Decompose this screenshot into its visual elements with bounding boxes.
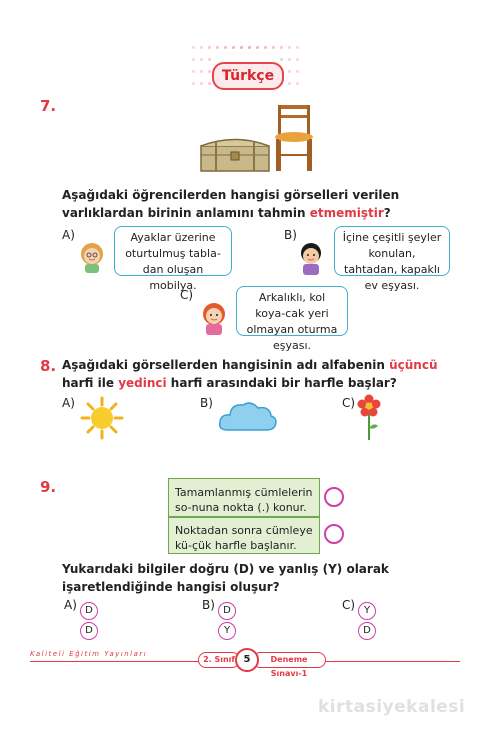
decorative-dot — [296, 70, 299, 73]
decorative-dot — [192, 58, 195, 61]
decorative-dot — [208, 70, 211, 73]
answer-circle-2[interactable] — [324, 524, 344, 544]
question-8-number: 8. — [40, 357, 57, 375]
question-8-text — [62, 356, 457, 392]
question-9-text: Yukarıdaki bilgiler doğru (D) ve yanlış (Y) olarak işaretlendiğinde hangisi oluşur? — [62, 562, 389, 594]
subject-title: Türkçe — [212, 62, 284, 90]
question-7-emphasis: etmemiştir — [309, 206, 384, 220]
decorative-dot — [272, 46, 275, 49]
q9-option-b-answer-2: Y — [218, 622, 236, 640]
decorative-dot — [240, 46, 243, 49]
decorative-dot — [192, 82, 195, 85]
watermark: kirtasiyekalesi — [318, 697, 466, 717]
q7-option-c-label[interactable]: C) — [180, 288, 194, 302]
girl-avatar-icon — [77, 240, 107, 274]
question-8-text-part: harfi arasındaki bir harfle başlar? — [166, 376, 397, 390]
exam-badge: Deneme Sınavı-1 — [252, 652, 326, 668]
chair-illustration — [272, 103, 316, 173]
answer-circle-1[interactable] — [324, 487, 344, 507]
decorative-dot — [288, 70, 291, 73]
question-8-text-part: harfi ile — [62, 376, 119, 390]
question-8-emphasis-2: yedinci — [118, 376, 167, 390]
chest-illustration — [198, 133, 272, 173]
question-8-emphasis-1: üçüncü — [389, 358, 438, 372]
cloud-icon — [218, 398, 278, 434]
decorative-dot — [256, 46, 259, 49]
q9-option-c-label[interactable]: C) — [342, 598, 356, 612]
sun-icon — [80, 396, 124, 440]
decorative-dot — [208, 46, 211, 49]
q7-option-b-label[interactable]: B) — [284, 228, 297, 242]
q9-option-a-answer-1: D — [80, 602, 98, 620]
decorative-dot — [192, 46, 195, 49]
q9-option-c-answer-1: Y — [358, 602, 376, 620]
flower-icon — [356, 394, 382, 442]
question-7-text — [62, 186, 457, 222]
question-7-number: 7. — [40, 97, 57, 115]
q9-option-b-label[interactable]: B) — [202, 598, 215, 612]
decorative-dot — [248, 46, 251, 49]
statement-divider — [169, 516, 319, 518]
q7-option-c-bubble: Arkalıklı, kol koya-cak yeri olmayan oturma eşyası. — [236, 286, 348, 336]
q8-option-a-label[interactable]: A) — [62, 396, 75, 410]
q9-option-b-answer-1: D — [218, 602, 236, 620]
q9-option-a-label[interactable]: A) — [64, 598, 77, 612]
decorative-dot — [296, 82, 299, 85]
decorative-dot — [224, 46, 227, 49]
statement-2: Noktadan sonra cümleye kü-çük harfle başlanır. — [175, 524, 313, 552]
question-8-text-part: Aşağıdaki görsellerden hangisinin adı alfabenin — [62, 358, 390, 372]
decorative-dot — [288, 46, 291, 49]
decorative-dot — [296, 58, 299, 61]
q8-option-c-label[interactable]: C) — [342, 396, 356, 410]
q7-option-b-bubble: İçine çeşitli şeyler konulan, tahtadan, kapaklı ev eşyası. — [334, 226, 450, 276]
decorative-dot — [200, 58, 203, 61]
decorative-dot — [192, 70, 195, 73]
decorative-dot — [288, 82, 291, 85]
decorative-dot — [232, 46, 235, 49]
decorative-dot — [288, 58, 291, 61]
q7-option-a-bubble: Ayaklar üzerine oturtulmuş tabla-dan oluşan mobilya. — [114, 226, 232, 276]
decorative-dot — [264, 46, 267, 49]
decorative-dot — [208, 58, 211, 61]
boy-avatar-icon — [296, 240, 326, 276]
decorative-dot — [280, 46, 283, 49]
decorative-dot — [200, 82, 203, 85]
decorative-dot — [208, 82, 211, 85]
decorative-dot — [296, 46, 299, 49]
girl-red-hair-avatar-icon — [198, 300, 230, 336]
decorative-dot — [280, 58, 283, 61]
question-7-text-part: Aşağıdaki öğrencilerden hangisi görselleri verilen varlıklardan birinin anlamını tahmin — [62, 188, 400, 220]
q8-option-b-label[interactable]: B) — [200, 396, 213, 410]
q9-option-c-answer-2: D — [358, 622, 376, 640]
page-number: 5 — [235, 648, 259, 672]
decorative-dot — [200, 70, 203, 73]
question-9-number: 9. — [40, 478, 57, 496]
q9-option-a-answer-2: D — [80, 622, 98, 640]
publisher-name: Kaliteli Eğitim Yayınları — [30, 650, 148, 658]
q7-option-a-label[interactable]: A) — [62, 228, 75, 242]
decorative-dot — [200, 46, 203, 49]
decorative-dot — [216, 46, 219, 49]
statement-1: Tamamlanmış cümlelerin so-nuna nokta (.) konur. — [175, 486, 313, 514]
grade-badge: 2. Sınıf — [198, 652, 240, 668]
statements-box — [168, 478, 320, 554]
question-7-text-end: ? — [383, 206, 391, 220]
